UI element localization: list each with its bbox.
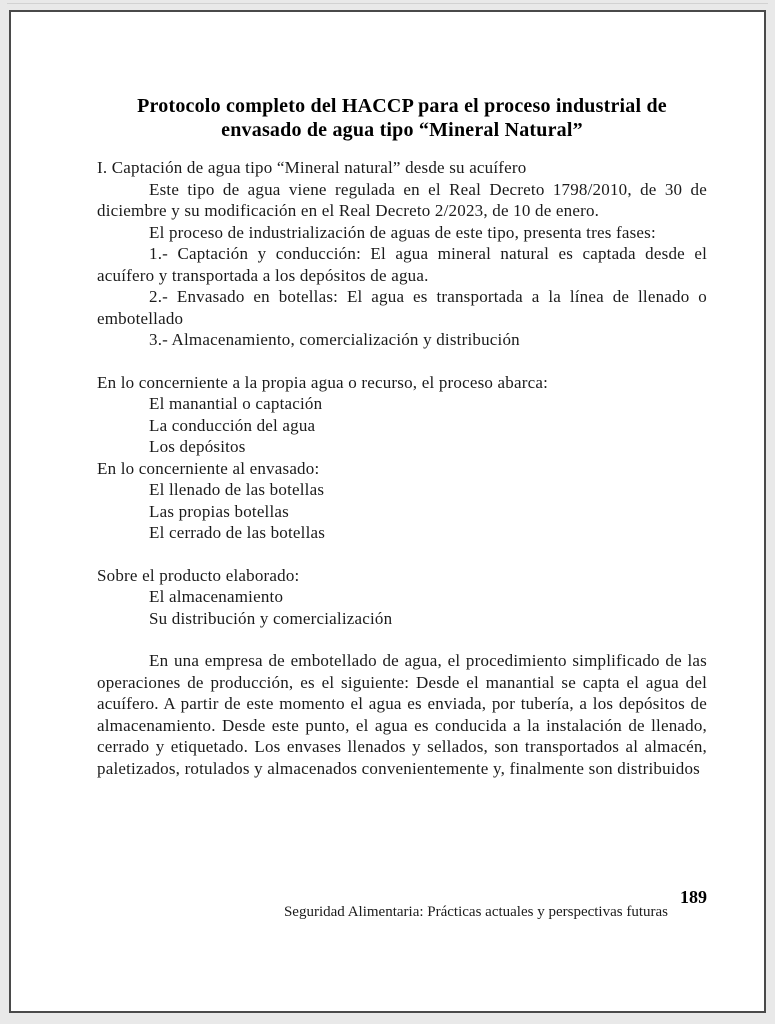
list-item: La conducción del agua — [149, 415, 316, 435]
list-item: El cerrado de las botellas — [149, 523, 326, 542]
page-content — [97, 94, 707, 779]
list-item: El manantial o captación — [149, 394, 323, 413]
paragraph: Este tipo de agua viene regulada en el Real Decreto 1798/2010, de 30 de diciembre y su modificación en el Real Decreto 2/2023, de 10 de enero. — [97, 179, 707, 220]
list-item: Las propias botellas — [149, 501, 289, 521]
page-title-line-1: Protocolo completo del HACCP para el proceso industrial de — [137, 95, 667, 117]
list-item: El llenado de las botellas — [149, 480, 325, 499]
footer-running-title: Seguridad Alimentaria: Prácticas actuales y perspectivas futuras — [283, 904, 668, 920]
paragraph-list-intro: Sobre el producto elaborado: — [97, 565, 300, 585]
list-item: Su distribución y comercialización — [149, 608, 393, 628]
paragraph-phase-3: 3.- Almacenamiento, comercialización y distribución — [149, 330, 520, 349]
page-footer — [284, 886, 707, 921]
paragraph: El proceso de industrialización de aguas de este tipo, presenta tres fases: — [149, 222, 656, 242]
paragraph-summary: En una empresa de embotellado de agua, el procedimiento simplificado de las operaciones de producción, es el siguiente: Desde el manantial se capta el agua del acuífero. A partir de este momento el agua es enviada, por tubería, a los depósitos de almacenamiento. Desde este punto, el agua es conducida a la instalación de llenado, cerrado y etiquetado. Los envases llenados y sellados, son transportados al almacén, paletizados, rotulados y almacenados convenientemente y, finalmente son distribuidos — [97, 651, 707, 778]
viewer-top-divider — [7, 3, 768, 4]
paragraph-list-intro: En lo concerniente a la propia agua o recurso, el proceso abarca: — [97, 372, 549, 392]
page-number: 189 — [680, 887, 707, 907]
paragraph-list-intro: En lo concerniente al envasado: — [97, 458, 320, 478]
page-title — [97, 94, 707, 142]
page-title-line-2: envasado de agua tipo “Mineral Natural” — [221, 119, 583, 141]
list-item: El almacenamiento — [149, 587, 284, 606]
paragraph-phase-2: 2.- Envasado en botellas: El agua es transportada a la línea de llenado o embotellado — [97, 287, 707, 328]
paragraph-section-heading: I. Captación de agua tipo “Mineral natural” desde su acuífero — [97, 158, 527, 177]
paragraph-phase-1: 1.- Captación y conducción: El agua mineral natural es captada desde el acuífero y transportada a los depósitos de agua. — [97, 244, 707, 285]
document-page — [9, 10, 766, 1013]
list-item: Los depósitos — [149, 437, 246, 456]
